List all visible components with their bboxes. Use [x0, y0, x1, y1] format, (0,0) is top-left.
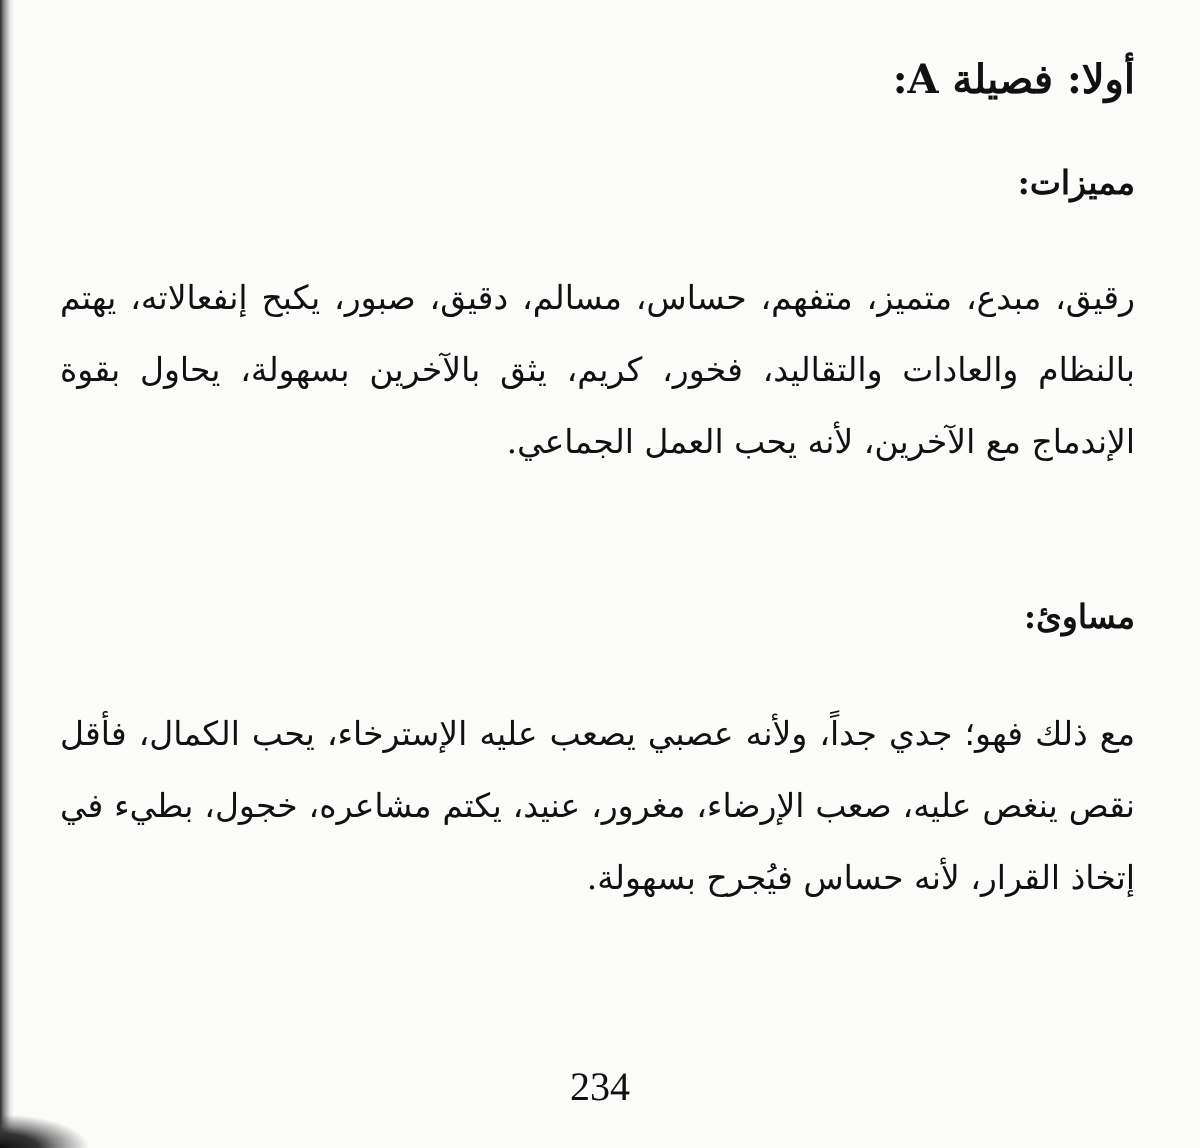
weaknesses-paragraph: مع ذلك فهو؛ جدي جداً، ولأنه عصبي يصعب عليه الإسترخاء، يحب الكمال، فأقل نقص ينغص عليه، صعب الإرضاء، مغرور، عنيد، يكتم مشاعره، خجول، بطيء في إتخاذ القرار، لأنه حساس فيُجرح بسهولة.	[60, 714, 1135, 897]
page-number: 234	[570, 1064, 630, 1109]
weaknesses-title: مساوئ:	[1023, 597, 1135, 636]
section-heading: أولا: فصيلة A:	[892, 56, 1135, 103]
strengths-paragraph: رقيق، مبدع، متميز، متفهم، حساس، مسالم، دقيق، صبور، يكبح إنفعالاته، يهتم بالنظام والعادات والتقاليد، فخور، كريم، يثق بالآخرين بسهولة، يحاول بقوة الإندماج مع الآخرين، لأنه يحب العمل الجماعي.	[60, 278, 1135, 461]
page-binding-shadow	[0, 0, 14, 1148]
page-corner-shadow	[0, 1114, 90, 1148]
strengths-title: مميزات:	[1017, 163, 1135, 202]
